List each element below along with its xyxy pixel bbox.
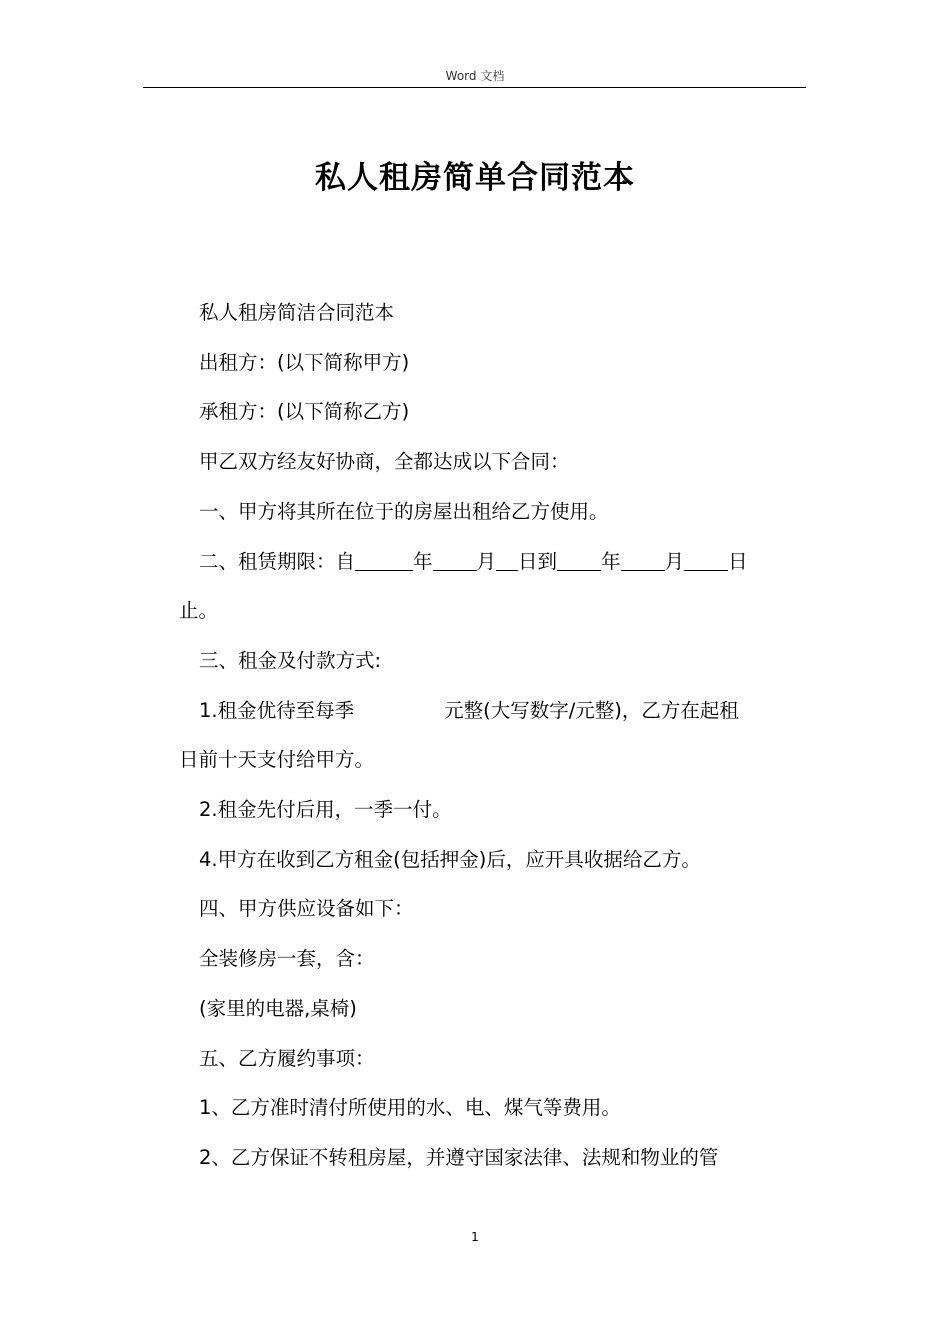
start-year-blank xyxy=(355,550,413,571)
paragraph: 甲乙双方经友好协商，全都达成以下合同： xyxy=(199,450,570,474)
paragraph: 全装修房一套，含： xyxy=(199,947,375,971)
document-body xyxy=(179,288,801,1183)
lease-term-label: 二、租赁期限：自 xyxy=(199,549,356,573)
page-number: 1 xyxy=(471,1230,479,1244)
end-year-blank xyxy=(557,550,601,571)
end-month-blank xyxy=(621,550,665,571)
year-label: 年 xyxy=(601,549,621,573)
paragraph: 私人租房简洁合同范本 xyxy=(199,301,395,324)
end-day-blank xyxy=(684,550,728,571)
paragraph: 出租方：(以下简称甲方) xyxy=(199,350,410,374)
rent-amount-paragraph xyxy=(179,686,801,736)
paragraph: (家里的电器,桌椅) xyxy=(199,996,357,1020)
paragraph-continuation: 止。 xyxy=(179,599,219,623)
paragraph: 三、租金及付款方式: xyxy=(199,648,382,672)
day-to-label: 日到 xyxy=(518,549,558,573)
header-label: Word 文档 xyxy=(445,69,505,83)
paragraph-continuation: 日前十天支付给甲方。 xyxy=(179,748,375,772)
day-label: 日 xyxy=(728,549,748,573)
month-label: 月 xyxy=(476,549,497,573)
paragraph: 一、甲方将其所在位于的房屋出租给乙方使用。 xyxy=(199,499,609,523)
document-title: 私人租房简单合同范本 xyxy=(315,160,635,196)
paragraph: 2、乙方保证不转租房屋，并遵守国家法律、法规和物业的管 xyxy=(199,1145,719,1169)
paragraph: 2.租金先付后用，一季一付。 xyxy=(199,798,452,822)
start-month-blank xyxy=(433,550,477,571)
rent-label: 1.租金优待至每季 xyxy=(199,698,355,722)
paragraph: 1、乙方准时清付所使用的水、电、煤气等费用。 xyxy=(199,1096,621,1120)
year-label: 年 xyxy=(413,549,433,573)
header-divider xyxy=(143,87,806,88)
paragraph: 4.甲方在收到乙方租金(包括押金)后，应开具收据给乙方。 xyxy=(199,847,701,871)
month-label: 月 xyxy=(664,549,685,573)
start-day-blank xyxy=(496,550,518,571)
rent-unit-label: 元整(大写数字/元整)，乙方在起租 xyxy=(444,698,739,722)
lease-term-paragraph xyxy=(179,537,801,587)
paragraph: 五、乙方履约事项： xyxy=(199,1046,375,1070)
paragraph: 承租方：(以下简称乙方) xyxy=(199,400,410,424)
paragraph: 四、甲方供应设备如下： xyxy=(199,897,414,921)
